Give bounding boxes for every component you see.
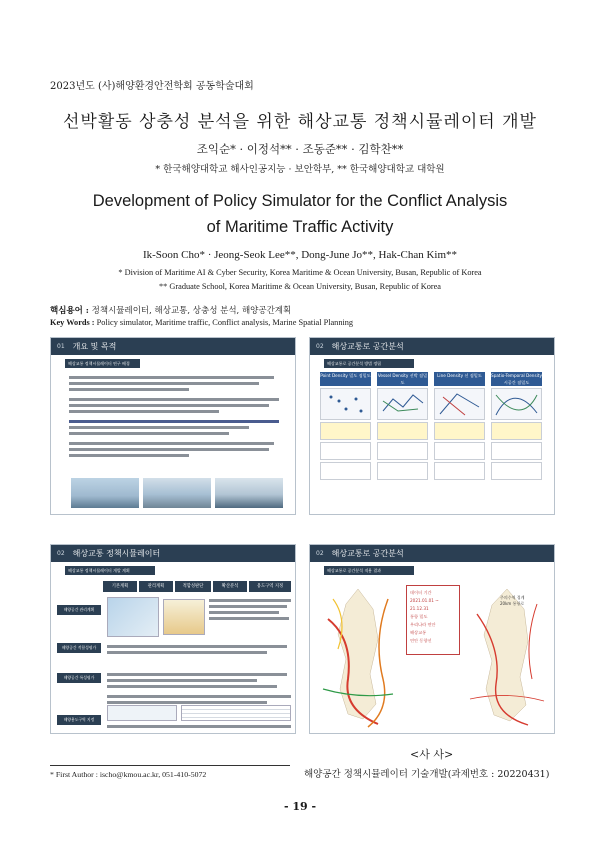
english-title-line2: of Maritime Traffic Activity	[206, 218, 394, 236]
column-note	[491, 422, 542, 440]
slide-title: 해상교통 정책시뮬레이터	[72, 549, 161, 558]
page-number: - 19 -	[283, 800, 317, 813]
legend-item: 20km 통항로	[500, 601, 525, 606]
slide-overview	[50, 337, 296, 515]
keywords-english-text: Policy simulator, Maritime traffic, Conflict analysis, Marine Spatial Planning	[94, 318, 354, 327]
korean-authors: 조익순* · 이정석** · 조동준** · 김학찬**	[196, 142, 404, 156]
keywords-korean	[50, 304, 291, 316]
side-label: 해양공간 적합성평가	[57, 643, 101, 653]
slide-subtitle: 해상교통 정책시뮬레이터 연구 배경	[65, 359, 140, 368]
vessel-photo	[215, 478, 283, 508]
footnote: * First Author : ischo@kmou.ac.kr, 051-410-5072	[50, 770, 207, 779]
info-line: 통항 밀도	[410, 614, 428, 619]
slide-header	[310, 545, 554, 562]
slide-title: 해상교통로 공간분석	[331, 342, 404, 351]
density-column	[434, 372, 485, 512]
density-image	[434, 388, 485, 420]
logo-thumbnail	[107, 705, 177, 721]
legend-item: 주의수역 경계	[500, 595, 525, 600]
density-column	[491, 372, 542, 512]
column-note	[320, 422, 371, 440]
info-line: 2021.01.01 ~	[410, 598, 439, 603]
density-map-left	[318, 579, 398, 729]
side-label: 해양용도구역 지정	[57, 715, 101, 725]
column-header: Spatio-Temporal Density 시공간 점밀도	[491, 373, 542, 385]
map-legend	[500, 595, 524, 607]
side-label: 해양공간 관리계획	[57, 605, 101, 615]
column-header: Line Density 선 점밀도	[434, 372, 485, 386]
density-column	[320, 372, 371, 512]
tab-zoning: 용도구역 지정	[249, 581, 291, 592]
acknowledgement-text: 해양공간 정책시뮬레이터 기술개발(과제번호 : 20220431)	[304, 769, 550, 780]
korean-affiliation: * 한국해양대학교 해사인공지능 · 보안학부, ** 한국해양대학교 대학원	[155, 164, 445, 175]
density-image	[491, 388, 542, 420]
tab-basic-plan: 기본계획	[103, 581, 137, 592]
column-note	[491, 442, 542, 460]
slide-subtitle: 해상교통 정책시뮬레이터 개발 계획	[65, 566, 155, 575]
slide-title: 해상교통로 공간분석	[331, 549, 404, 558]
column-header: Vessel Density 선박 점밀도	[377, 373, 428, 385]
english-title	[0, 188, 600, 240]
info-line: 우리나라 연안	[410, 622, 436, 627]
tab-diffusion: 확산분석	[213, 581, 247, 592]
slide-number: 02	[316, 550, 324, 557]
korean-title: 선박활동 상충성 분석을 위한 해상교통 정책시뮬레이터 개발	[63, 112, 537, 132]
column-note	[434, 422, 485, 440]
density-image	[320, 388, 371, 420]
slide-number: 02	[57, 550, 65, 557]
keywords-korean-text: 정책시뮬레이터, 해상교통, 상충성 분석, 해양공간계획	[88, 306, 292, 316]
density-column	[377, 372, 428, 512]
slide-traffic-analysis	[309, 337, 555, 515]
column-note	[320, 462, 371, 480]
column-note	[491, 462, 542, 480]
column-note	[377, 442, 428, 460]
slide-header	[310, 338, 554, 355]
slide-header	[51, 545, 295, 562]
keywords-english	[50, 318, 353, 327]
column-note	[434, 442, 485, 460]
tab-suitability: 적합성판단	[175, 581, 211, 592]
info-line: 해상교통	[410, 630, 427, 635]
offshore-platform-photo	[143, 478, 211, 508]
conference-header: 2023년도 (사)해양환경안전학회 공동학술대회	[50, 81, 254, 92]
keywords-english-label: Key Words :	[50, 318, 95, 327]
footnote-rule	[50, 765, 290, 766]
side-label: 해양공간 특성평가	[57, 673, 101, 683]
english-affiliation-2: ** Graduate School, Korea Maritime & Ocean University, Busan, Republic of Korea	[159, 282, 441, 291]
acknowledgement-heading: <사 사>	[410, 748, 454, 761]
chart-thumbnail	[163, 599, 205, 635]
column-note	[320, 442, 371, 460]
info-line: 연안 동향선	[410, 638, 432, 643]
keywords-korean-label: 핵심용어 :	[50, 306, 89, 316]
map-thumbnail	[107, 597, 159, 637]
slide-subtitle: 해상교통로 공간분석 방법 정립	[324, 359, 414, 368]
english-title-line1: Development of Policy Simulator for the Conflict Analysis	[92, 192, 508, 210]
slide-title: 개요 및 목적	[72, 342, 117, 351]
slide-number: 02	[316, 343, 324, 350]
offshore-wind-photo	[71, 478, 139, 508]
column-note	[434, 462, 485, 480]
analysis-info-box	[406, 585, 460, 655]
slide-header	[51, 338, 295, 355]
english-authors: Ik-Soon Cho* · Jeong-Seok Lee**, Dong-June Jo**, Hak-Chan Kim**	[142, 249, 458, 261]
slide-policy-simulator	[50, 544, 296, 734]
english-affiliation-1: * Division of Maritime AI & Cyber Security, Korea Maritime & Ocean University, Busan, Republic of Korea	[118, 268, 482, 277]
slide-subtitle: 해상교통로 공간분석 적용 결과	[324, 566, 414, 575]
slide-traffic-results	[309, 544, 555, 734]
slide-number: 01	[57, 343, 65, 350]
column-header: Point Density 밀도 점밀도	[320, 372, 371, 386]
column-note	[377, 462, 428, 480]
density-image	[377, 388, 428, 420]
info-line: 21.12.31	[410, 606, 429, 611]
column-note	[377, 422, 428, 440]
table-thumbnail	[181, 705, 291, 721]
info-line: 데이터 기간	[410, 590, 432, 595]
tab-management-plan: 관리계획	[139, 581, 173, 592]
